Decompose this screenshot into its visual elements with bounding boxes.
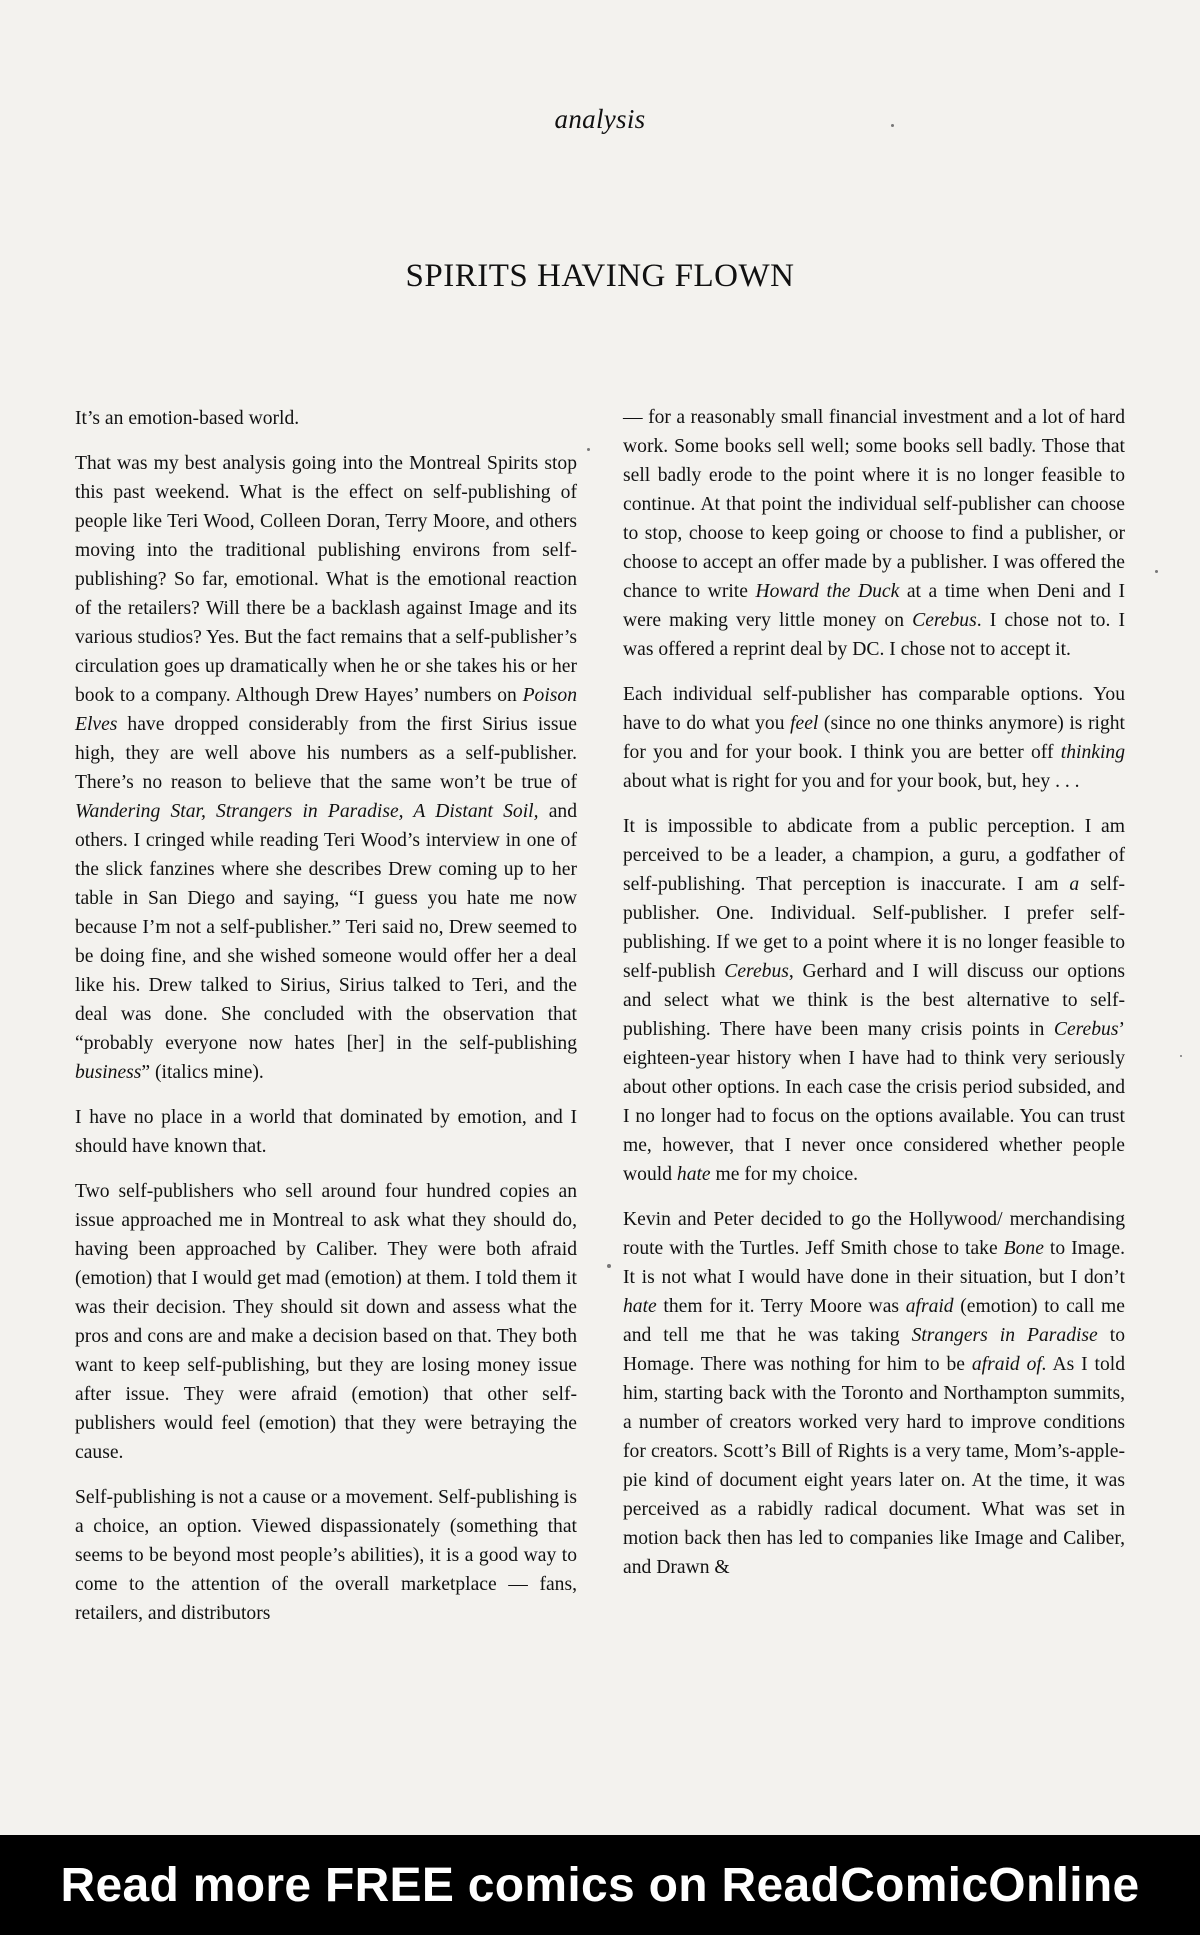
article-paragraph: Self-publishing is not a cause or a movement. Self-publishing is a choice, an option. Viewed dispassionately (something that seems to be beyond most people’s abilities), it is a good way to come to the attention of the overall marketplace — fans, retailers, and distributors <box>75 1487 577 1624</box>
promo-banner[interactable] <box>0 1835 1200 1935</box>
scan-speck <box>587 448 590 451</box>
article-paragraph: — for a reasonably small financial investment and a lot of hard work. Some books sell well; some books sell badly. Those that sell badly erode to the point where it is no longer feasible to continue. At that point the individual self-publisher can choose to stop, choose to keep going or choose to find a publisher, or choose to accept an offer made by a publisher. I was offered the chance to write Howard the Duck at a time when Deni and I were making very little money on Cerebus. I chose not to. I was offered a reprint deal by DC. I chose not to accept it. <box>623 407 1126 660</box>
promo-banner-link[interactable]: Read more FREE comics on ReadComicOnline <box>60 1858 1140 1912</box>
article-left-column <box>75 404 577 1644</box>
article-right-column <box>623 403 1125 1598</box>
article-paragraph: It is impossible to abdicate from a public perception. I am perceived to be a leader, a champion, a guru, a godfather of self-publishing. That perception is inaccurate. I am a self-publisher. One. Individual. Self-publisher. I prefer self-publishing. If we get to a point where it is no longer feasible to self-publish Cerebus, Gerhard and I will discuss our options and select what we think is the best alternative to self-publishing. There have been many crisis points in Cerebus’ eighteen-year history when I have had to think very seriously about other options. In each case the crisis period subsided, and I no longer had to focus on the options available. You can trust me, however, that I never once considered whether people would hate me for my choice. <box>623 816 1126 1185</box>
article-paragraph: Each individual self-publisher has comparable options. You have to do what you feel (since no one thinks anymore) is right for you and for your book. I think you are better off thinking about what is right for you and for your book, but, hey . . . <box>623 684 1125 792</box>
article-title: SPIRITS HAVING FLOWN <box>405 258 795 294</box>
article-paragraph: That was my best analysis going into the Montreal Spirits stop this past weekend. What is the effect on self-publishing of people like Teri Wood, Colleen Doran, Terry Moore, and others moving into the traditional publishing environs from self-publishing? So far, emotional. What is the emotional reaction of the retailers? Will there be a backlash against Image and its various studios? Yes. But the fact remains that a self-publisher’s circulation goes up dramatically when he or she takes his or her book to a company. Although Drew Hayes’ numbers on Poison Elves have dropped considerably from the first Sirius issue high, they are well above his numbers as a self-publisher. There’s no reason to believe that the same won’t be true of Wandering Star, Strangers in Paradise, A Distant Soil, and others. I cringed while reading Teri Wood’s interview in one of the slick fanzines where she describes Drew coming up to her table in San Diego and saying, “I guess you hate me now because I’m not a self-publisher.” Teri said no, Drew seemed to be doing fine, and she wished someone would offer her a deal like his. Drew talked to Sirius, Sirius talked to Teri, and the deal was done. She concluded with the observation that “probably everyone now hates [her] in the self-publishing business” (italics mine). <box>75 453 577 1083</box>
article-paragraph: I have no place in a world that dominated by emotion, and I should have known that. <box>75 1107 577 1157</box>
scan-speck <box>1180 1055 1182 1057</box>
section-label: analysis <box>554 104 646 134</box>
scan-speck <box>607 1264 611 1268</box>
scan-speck <box>1155 570 1158 573</box>
scan-speck <box>891 124 894 127</box>
article-paragraph: It’s an emotion-based world. <box>75 408 300 429</box>
article-paragraph: Two self-publishers who sell around four hundred copies an issue approached me in Montreal to ask what they should do, having been approached by Caliber. They were both afraid (emotion) that I would get mad (emotion) at them. I told them it was their decision. They should sit down and assess what the pros and cons are and make a decision based on that. They both want to keep self-publishing, but they are losing money issue after issue. They were afraid (emotion) that other self-publishers would feel (emotion) that they were betraying the cause. <box>75 1181 577 1463</box>
article-paragraph: Kevin and Peter decided to go the Hollywood/ merchandising route with the Turtles. Jeff Smith chose to take Bone to Image. It is not what I would have done in their situation, but I don’t hate them for it. Terry Moore was afraid (emotion) to call me and tell me that he was taking Strangers in Paradise to Homage. There was nothing for him to be afraid of. As I told him, starting back with the Toronto and Northampton summits, a number of creators worked very hard to improve conditions for creators. Scott’s Bill of Rights is a very tame, Mom’s-apple-pie kind of document eight years later on. At the time, it was perceived as a rabidly radical document. What was set in motion back then has led to companies like Image and Caliber, and Drawn & <box>623 1209 1126 1578</box>
